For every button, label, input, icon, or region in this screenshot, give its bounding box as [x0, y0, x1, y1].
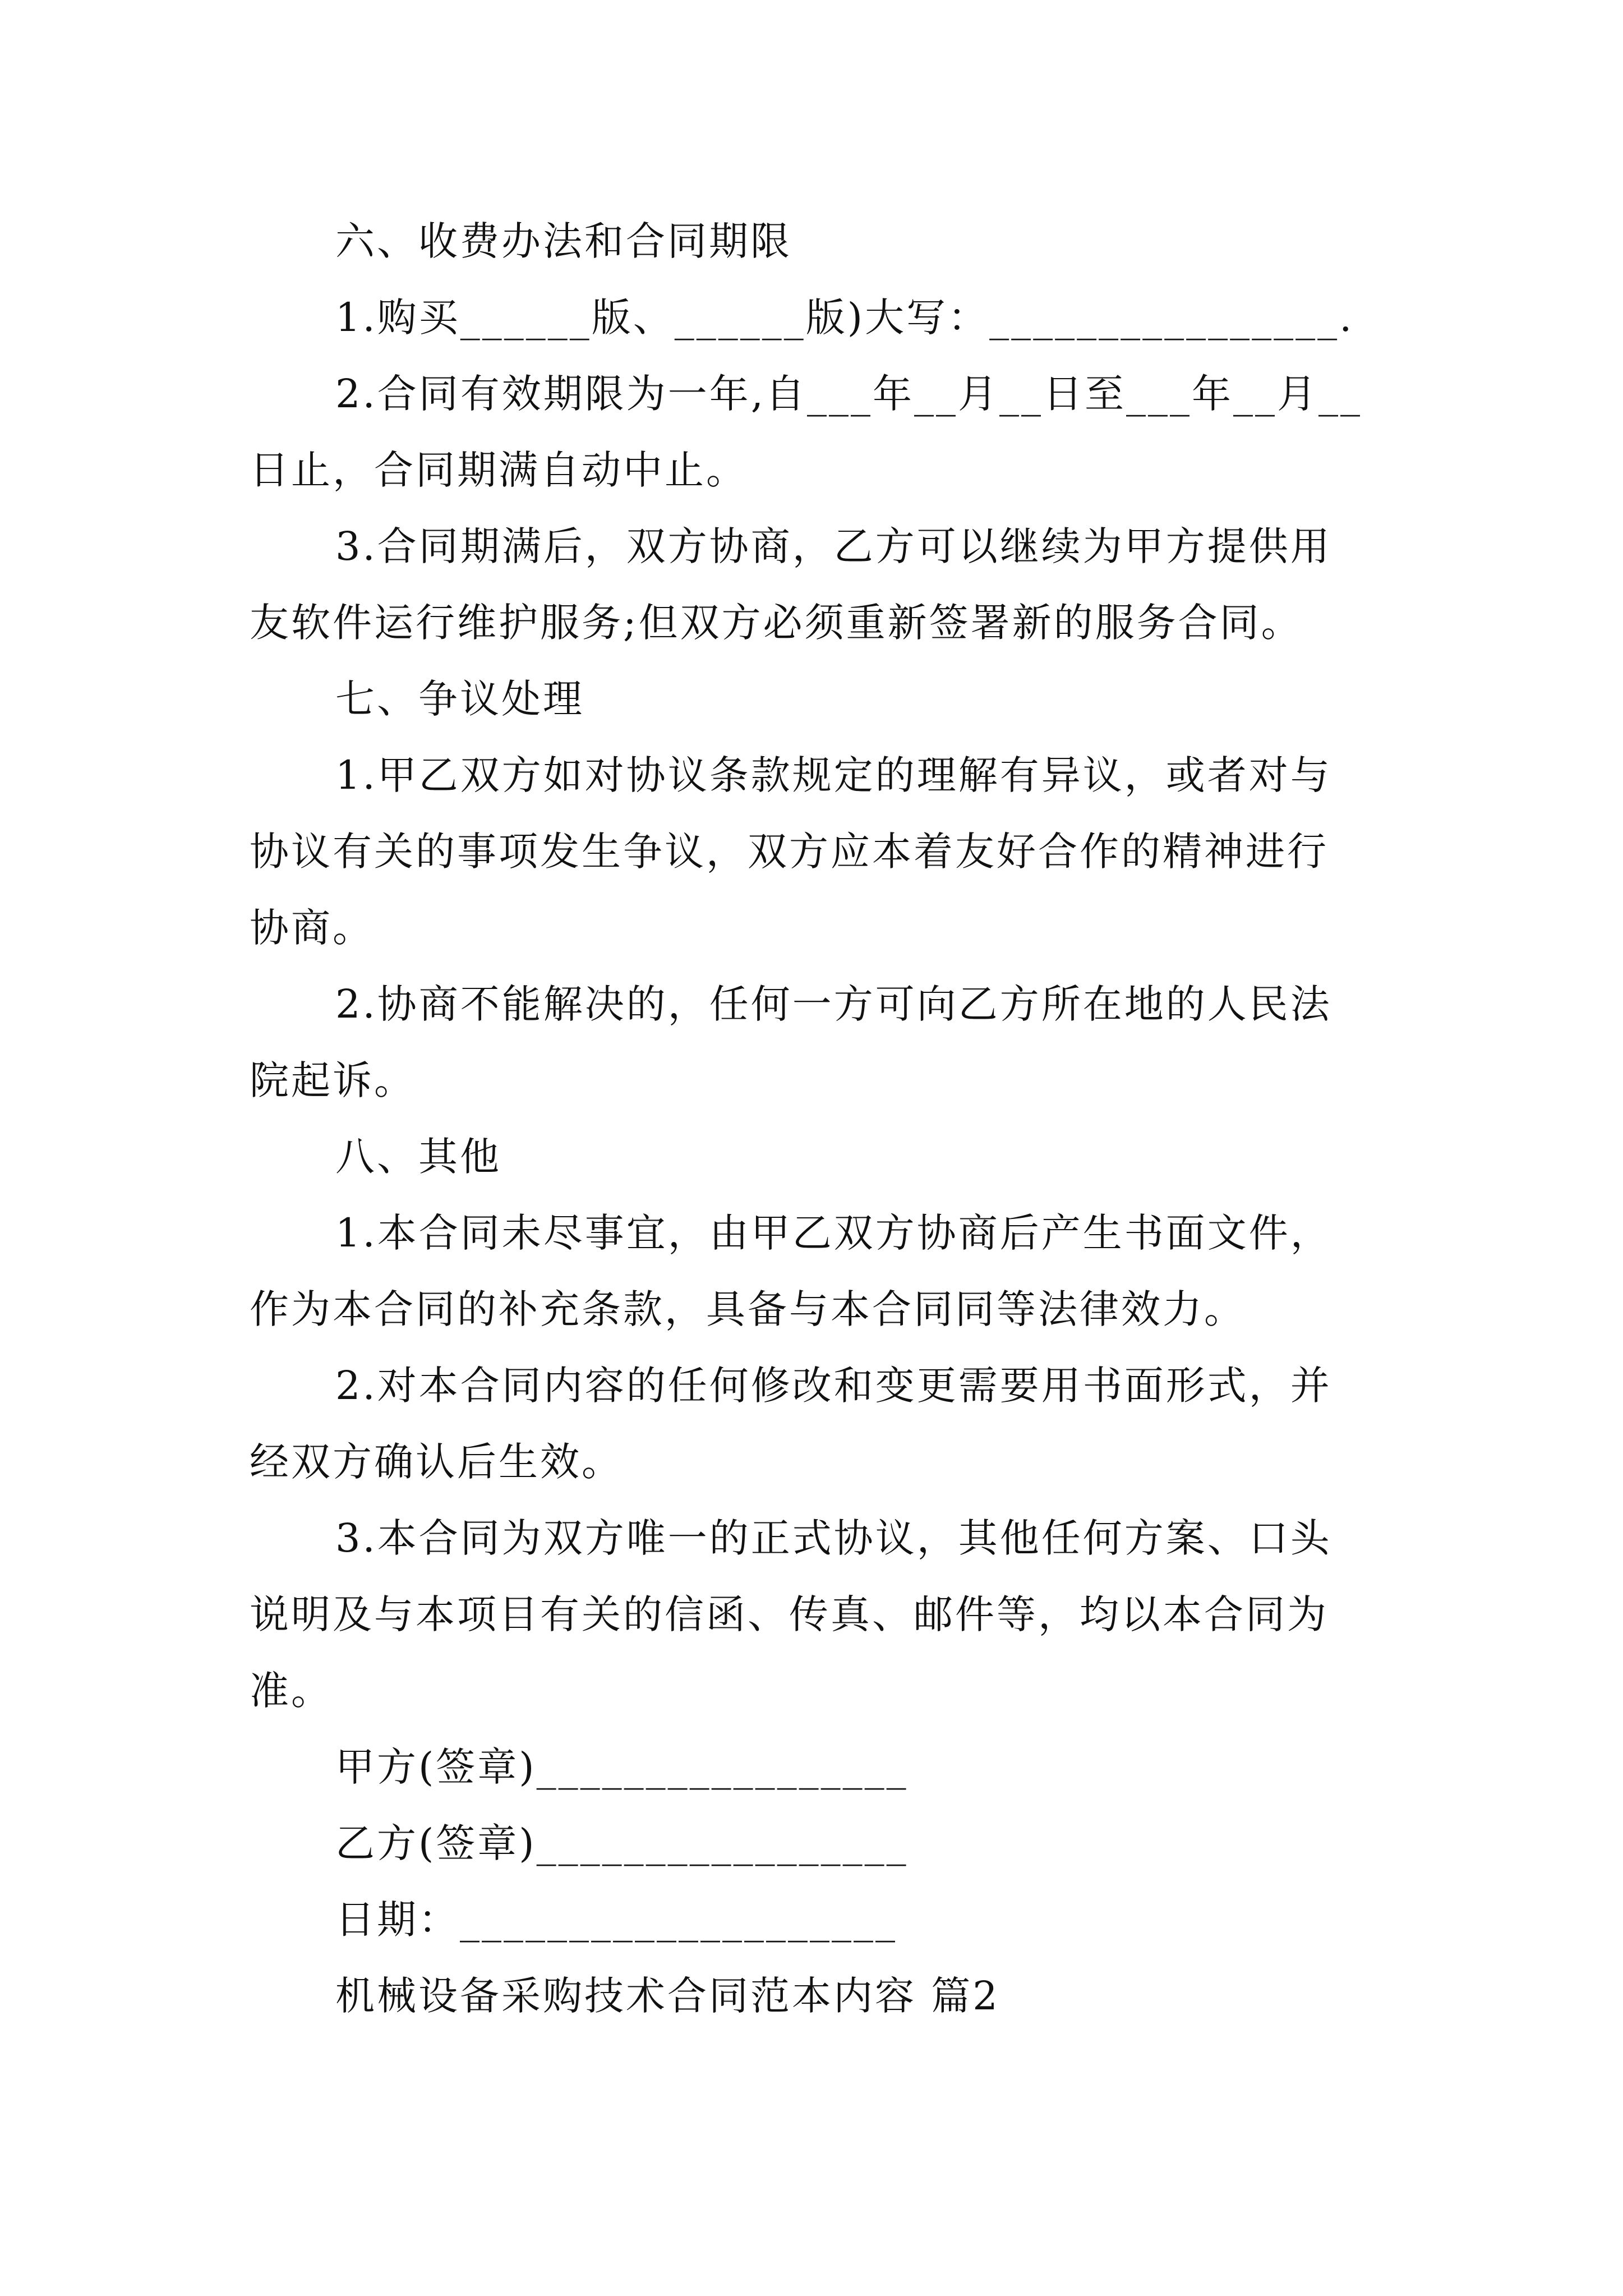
paragraph-line: 友软件运行维护服务;但双方必须重新签署新的服务合同。	[250, 600, 1303, 646]
party-b-signature-line: 乙方(签章)_________________	[335, 1820, 909, 1866]
date-signature-line: 日期：____________________	[335, 1897, 897, 1943]
paragraph-line: 3.合同期满后，双方协商，乙方可以继续为甲方提供用	[335, 523, 1332, 569]
paragraph-line: 2.对本合同内容的任何修改和变更需要用书面形式，并	[335, 1363, 1332, 1409]
paragraph-line: 准。	[250, 1668, 333, 1714]
paragraph-line: 2.协商不能解决的，任何一方可向乙方所在地的人民法	[335, 981, 1332, 1027]
next-article-title: 机械设备采购技术合同范本内容 篇2	[335, 1973, 1000, 2019]
paragraph-line: 协商。	[250, 905, 374, 951]
paragraph-line: 3.本合同为双方唯一的正式协议，其他任何方案、口头	[335, 1515, 1332, 1561]
heading-section-7: 七、争议处理	[335, 676, 584, 722]
paragraph-line: 说明及与本项目有关的信函、传真、邮件等，均以本合同为	[250, 1591, 1329, 1637]
paragraph-line: 协议有关的事项发生争议，双方应本着友好合作的精神进行	[250, 829, 1329, 875]
party-a-signature-line: 甲方(签章)_________________	[335, 1744, 909, 1790]
paragraph-line: 2.合同有效期限为一年,自___年__月__日至___年__月__	[335, 371, 1363, 417]
paragraph-line: 1.购买______版、______版)大写：________________.	[335, 295, 1354, 341]
heading-section-8: 八、其他	[335, 1134, 501, 1180]
paragraph-line: 1.本合同未尽事宜，由甲乙双方协商后产生书面文件，	[335, 1210, 1332, 1256]
paragraph-line: 日止，合同期满自动中止。	[250, 447, 748, 493]
heading-section-6: 六、收费办法和合同期限	[335, 218, 792, 264]
paragraph-line: 院起诉。	[250, 1057, 416, 1103]
paragraph-line: 经双方确认后生效。	[250, 1439, 623, 1485]
paragraph-line: 1.甲乙双方如对协议条款规定的理解有异议，或者对与	[335, 752, 1332, 798]
paragraph-line: 作为本合同的补充条款，具备与本合同同等法律效力。	[250, 1286, 1246, 1332]
